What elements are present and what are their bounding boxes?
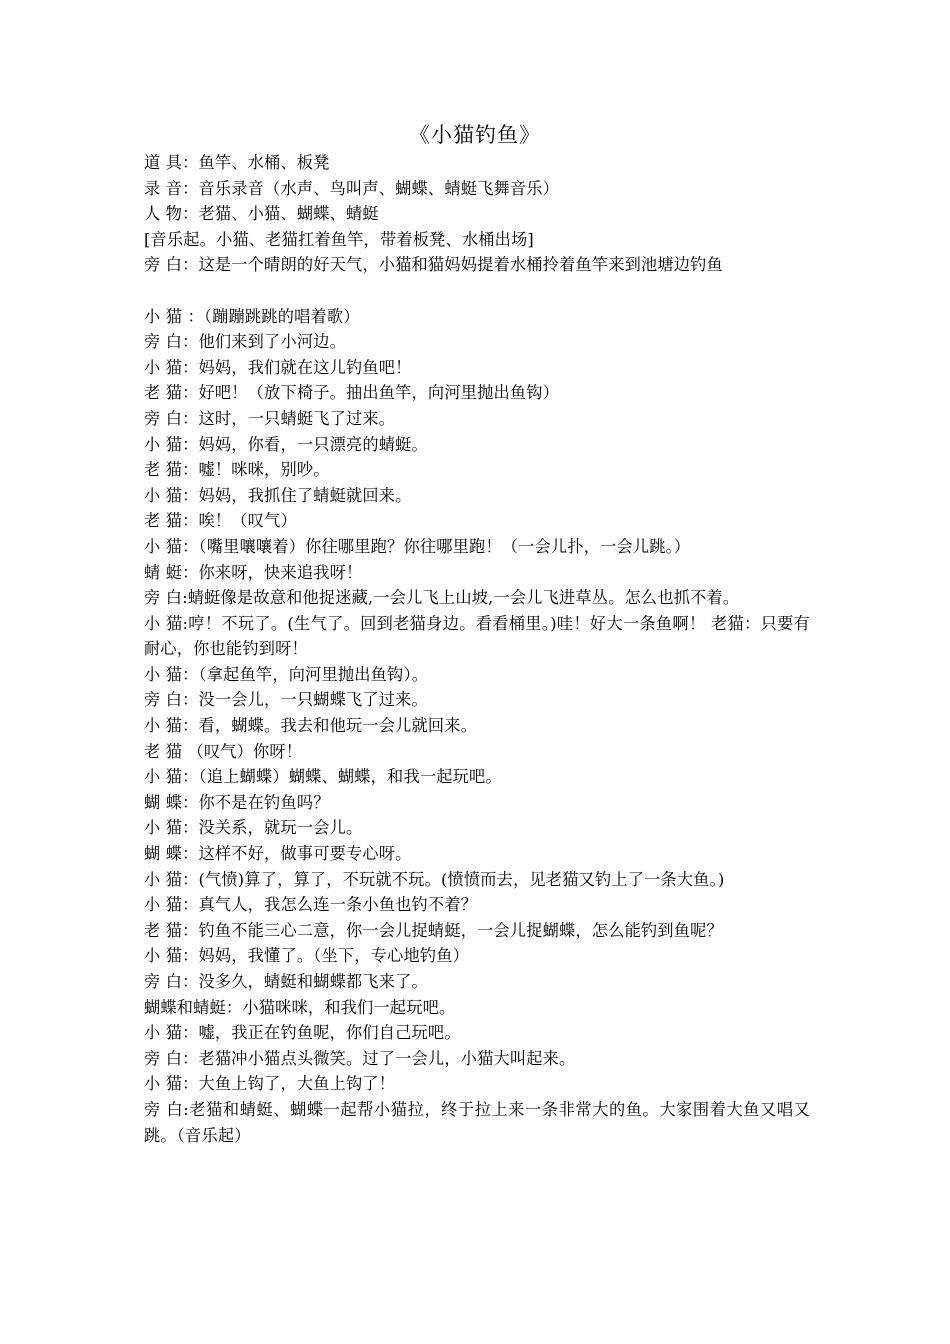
dialogue-line: 旁 白：老猫冲小猫点头微笑。过了一会儿，小猫大叫起来。	[144, 1048, 576, 1068]
dialogue-line: 小 猫：（嘴里嚷嚷着）你往哪里跑？你往哪里跑！（一会儿扑，一会儿跳。）	[144, 536, 691, 556]
dialogue-line: 小 猫：妈妈，我抓住了蜻蜓就回来。	[144, 485, 412, 505]
dialogue-line: 小 猫:哼！不玩了。(生气了。回到老猫身边。看看桶里。)哇！好大一条鱼啊！ 老猫：只要有耐心，你也能钓到呀！	[144, 613, 810, 659]
narration-line: 旁 白：这是一个晴朗的好天气，小猫和猫妈妈提着水桶拎着鱼竿来到池塘边钓鱼	[144, 255, 723, 275]
dialogue-line: 旁 白:老猫和蜻蜓、蝴蝶一起帮小猫拉，终于拉上来一条非常大的鱼。大家围着大鱼又唱又跳。（音乐起）	[144, 1099, 810, 1145]
audio-line: 录 音：音乐录音（水声、鸟叫声、蝴蝶、蜻蜓飞舞音乐）	[144, 178, 560, 198]
dialogue-line: 小 猫：（追上蝴蝶）蝴蝶、蝴蝶，和我一起玩吧。	[144, 767, 502, 787]
dialogue-line: 旁 白：没一会儿，一只蝴蝶飞了过来。	[144, 690, 428, 710]
dialogue-line: 蜻 蜓：你来呀，快来追我呀！	[144, 562, 363, 582]
dialogue-line: 老 猫 （叹气）你呀！	[144, 741, 303, 761]
dialogue-line: 小 猫：大鱼上钩了，大鱼上钩了！	[144, 1074, 396, 1094]
characters-line: 人 物：老猫、小猫、蝴蝶、蜻蜓	[144, 204, 379, 224]
dialogue-line: 蝴 蝶：你不是在钓鱼吗？	[144, 792, 330, 812]
dialogue-line: 旁 白：这时，一只蜻蜓飞了过来。	[144, 408, 396, 428]
dialogue-line: 旁 白：没多久，蜻蜓和蝴蝶都飞来了。	[144, 972, 428, 991]
dialogue-line: 小 猫：嘘，我正在钓鱼呢，你们自己玩吧。	[144, 1023, 461, 1043]
dialogue-line: 小 猫：（拿起鱼竿，向河里抛出鱼钩）。	[144, 664, 429, 684]
dialogue-line: 小 猫：真气人，我怎么连一条小鱼也钓不着？	[144, 895, 478, 915]
stage-direction: [音乐起。小猫、老猫扛着鱼竿，带着板凳、水桶出场]	[144, 229, 534, 249]
dialogue-line: 老 猫：钓鱼不能三心二意，你一会儿捉蜻蜓，一会儿捉蝴蝶，怎么能钓到鱼呢？	[144, 920, 723, 940]
dialogue-line: 老 猫：好吧！（放下椅子。抽出鱼竿，向河里抛出鱼钩）	[144, 383, 560, 403]
dialogue-line: 旁 白：他们来到了小河边。	[144, 332, 346, 352]
dialogue-line: 老 猫：唉！（叹气）	[144, 511, 297, 531]
blank-line	[144, 278, 810, 304]
dialogue-line: 小 猫 ：（蹦蹦跳跳的唱着歌）	[144, 306, 360, 326]
document-title: 《小猫钓鱼》	[409, 123, 541, 147]
dialogue-line: 小 猫：看，蝴蝶。我去和他玩一会儿就回来。	[144, 716, 478, 736]
dialogue-line: 小 猫：妈妈，你看，一只漂亮的蜻蜓。	[144, 434, 428, 454]
dialogue-line: 蝴 蝶：这样不好，做事可要专心呀。	[144, 844, 412, 864]
dialogue-line: 小 猫：没关系，就玩一会儿。	[144, 818, 363, 838]
dialogue-line: 旁 白:蜻蜓像是故意和他捉迷藏,一会儿飞上山坡,一会儿飞进草丛。怎么也抓不着。	[144, 588, 740, 608]
props-line: 道 具：鱼竿、水桶、板凳	[144, 153, 330, 172]
dialogue-line: 小 猫：(气愤)算了，算了，不玩就不玩。(愤愤而去，见老猫又钓上了一条大鱼。)	[144, 869, 725, 889]
dialogue-line: 小 猫：妈妈，我懂了。（坐下，专心地钓鱼）	[144, 946, 469, 966]
dialogue-line: 蝴蝶和蜻蜓：小猫咪咪，和我们一起玩吧。	[144, 997, 456, 1017]
dialogue-line: 老 猫：嘘！咪咪，别吵。	[144, 460, 330, 480]
dialogue-line: 小 猫：妈妈，我们就在这儿钓鱼吧！	[144, 357, 412, 377]
script-body	[144, 150, 810, 1148]
